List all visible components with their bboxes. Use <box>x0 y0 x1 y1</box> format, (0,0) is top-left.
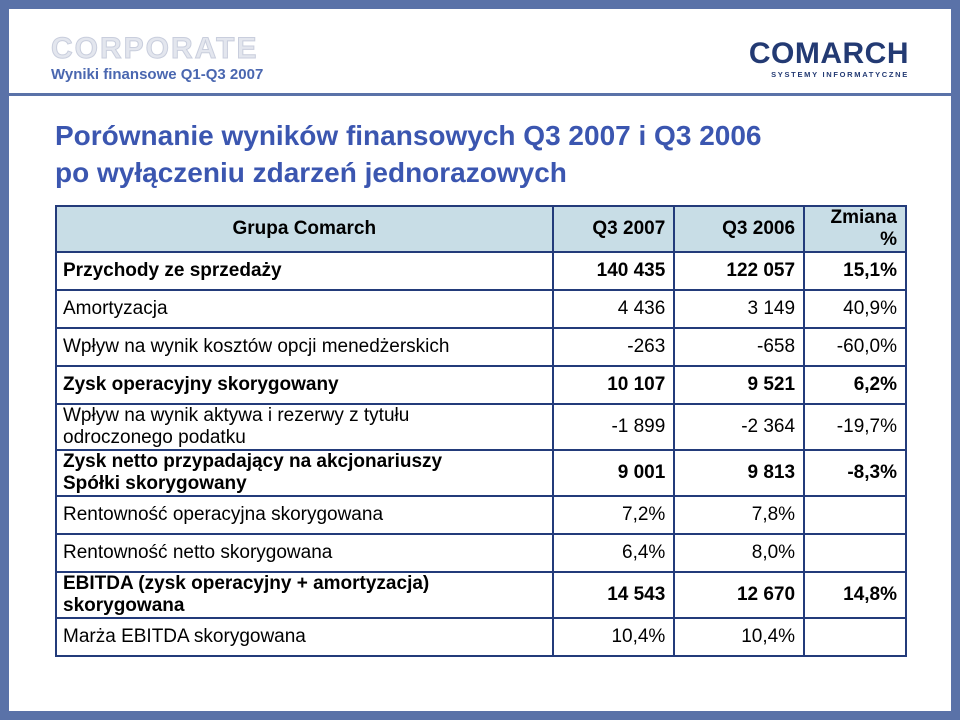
cell-change: -60,0% <box>804 328 906 366</box>
brand-wordmark: CORPORATE <box>51 32 259 65</box>
table-row <box>56 618 906 656</box>
row-label-line-1: Wpływ na wynik aktywa i rezerwy z tytułu <box>63 405 410 426</box>
slide-subtitle: Wyniki finansowe Q1-Q3 2007 <box>51 66 264 83</box>
row-label-line-1: Zysk netto przypadający na akcjonariuszy <box>63 451 443 472</box>
table-row <box>56 534 906 572</box>
logo-wordmark: COMARCH <box>748 37 909 70</box>
table-row <box>56 366 906 404</box>
row-label: Marża EBITDA skorygowana <box>56 618 553 656</box>
row-label: Wpływ na wynik kosztów opcji menedżerskich <box>56 328 553 366</box>
cell-change <box>804 496 906 534</box>
cell-q3-2006: -2 364 <box>674 404 804 450</box>
row-label <box>56 450 553 496</box>
table-row <box>56 572 906 618</box>
header-cell-q3-2006: Q3 2006 <box>674 206 804 252</box>
header-cell-change: Zmiana % <box>804 206 906 252</box>
row-label: Rentowność netto skorygowana <box>56 534 553 572</box>
cell-change: 14,8% <box>804 572 906 618</box>
page-title <box>55 117 761 191</box>
row-label: Rentowność operacyjna skorygowana <box>56 496 553 534</box>
cell-q3-2007: 14 543 <box>553 572 675 618</box>
cell-q3-2006: 12 670 <box>674 572 804 618</box>
cell-q3-2006: 7,8% <box>674 496 804 534</box>
header-divider <box>9 93 951 96</box>
cell-q3-2006: 10,4% <box>674 618 804 656</box>
header-cell-q3-2007: Q3 2007 <box>553 206 675 252</box>
row-label: Zysk operacyjny skorygowany <box>56 366 553 404</box>
comarch-logo <box>749 39 909 79</box>
cell-q3-2007: 6,4% <box>553 534 675 572</box>
table-row <box>56 450 906 496</box>
cell-q3-2006: 122 057 <box>674 252 804 290</box>
table-row <box>56 328 906 366</box>
cell-q3-2007: 10,4% <box>553 618 675 656</box>
financial-comparison-table <box>55 205 907 657</box>
cell-q3-2007: 7,2% <box>553 496 675 534</box>
row-label-line-1: EBITDA (zysk operacyjny + amortyzacja) <box>63 573 430 594</box>
row-label <box>56 404 553 450</box>
cell-q3-2006: 8,0% <box>674 534 804 572</box>
row-label-line-2: odroczonego podatku <box>63 427 246 448</box>
cell-q3-2007: 10 107 <box>553 366 675 404</box>
cell-change: -19,7% <box>804 404 906 450</box>
header-cell-group: Grupa Comarch <box>56 206 553 252</box>
cell-q3-2007: 9 001 <box>553 450 675 496</box>
cell-change: 40,9% <box>804 290 906 328</box>
table-row <box>56 496 906 534</box>
cell-q3-2007: -263 <box>553 328 675 366</box>
table-row <box>56 290 906 328</box>
title-line-1: Porównanie wyników finansowych Q3 2007 i Q3 2006 <box>55 120 762 151</box>
row-label-line-2: skorygowana <box>63 595 185 616</box>
cell-q3-2006: 3 149 <box>674 290 804 328</box>
title-line-2: po wyłączeniu zdarzeń jednorazowych <box>55 157 567 188</box>
cell-change: 15,1% <box>804 252 906 290</box>
cell-q3-2006: 9 813 <box>674 450 804 496</box>
cell-q3-2007: 4 436 <box>553 290 675 328</box>
cell-q3-2007: 140 435 <box>553 252 675 290</box>
logo-tagline: SYSTEMY INFORMATYCZNE <box>771 70 909 79</box>
table-header-row <box>56 206 906 252</box>
table-row <box>56 404 906 450</box>
cell-q3-2006: 9 521 <box>674 366 804 404</box>
cell-q3-2007: -1 899 <box>553 404 675 450</box>
cell-change <box>804 534 906 572</box>
cell-change: 6,2% <box>804 366 906 404</box>
table-row <box>56 252 906 290</box>
row-label: Przychody ze sprzedaży <box>56 252 553 290</box>
cell-q3-2006: -658 <box>674 328 804 366</box>
row-label <box>56 572 553 618</box>
row-label: Amortyzacja <box>56 290 553 328</box>
cell-change <box>804 618 906 656</box>
row-label-line-2: Spółki skorygowany <box>63 473 247 494</box>
cell-change: -8,3% <box>804 450 906 496</box>
